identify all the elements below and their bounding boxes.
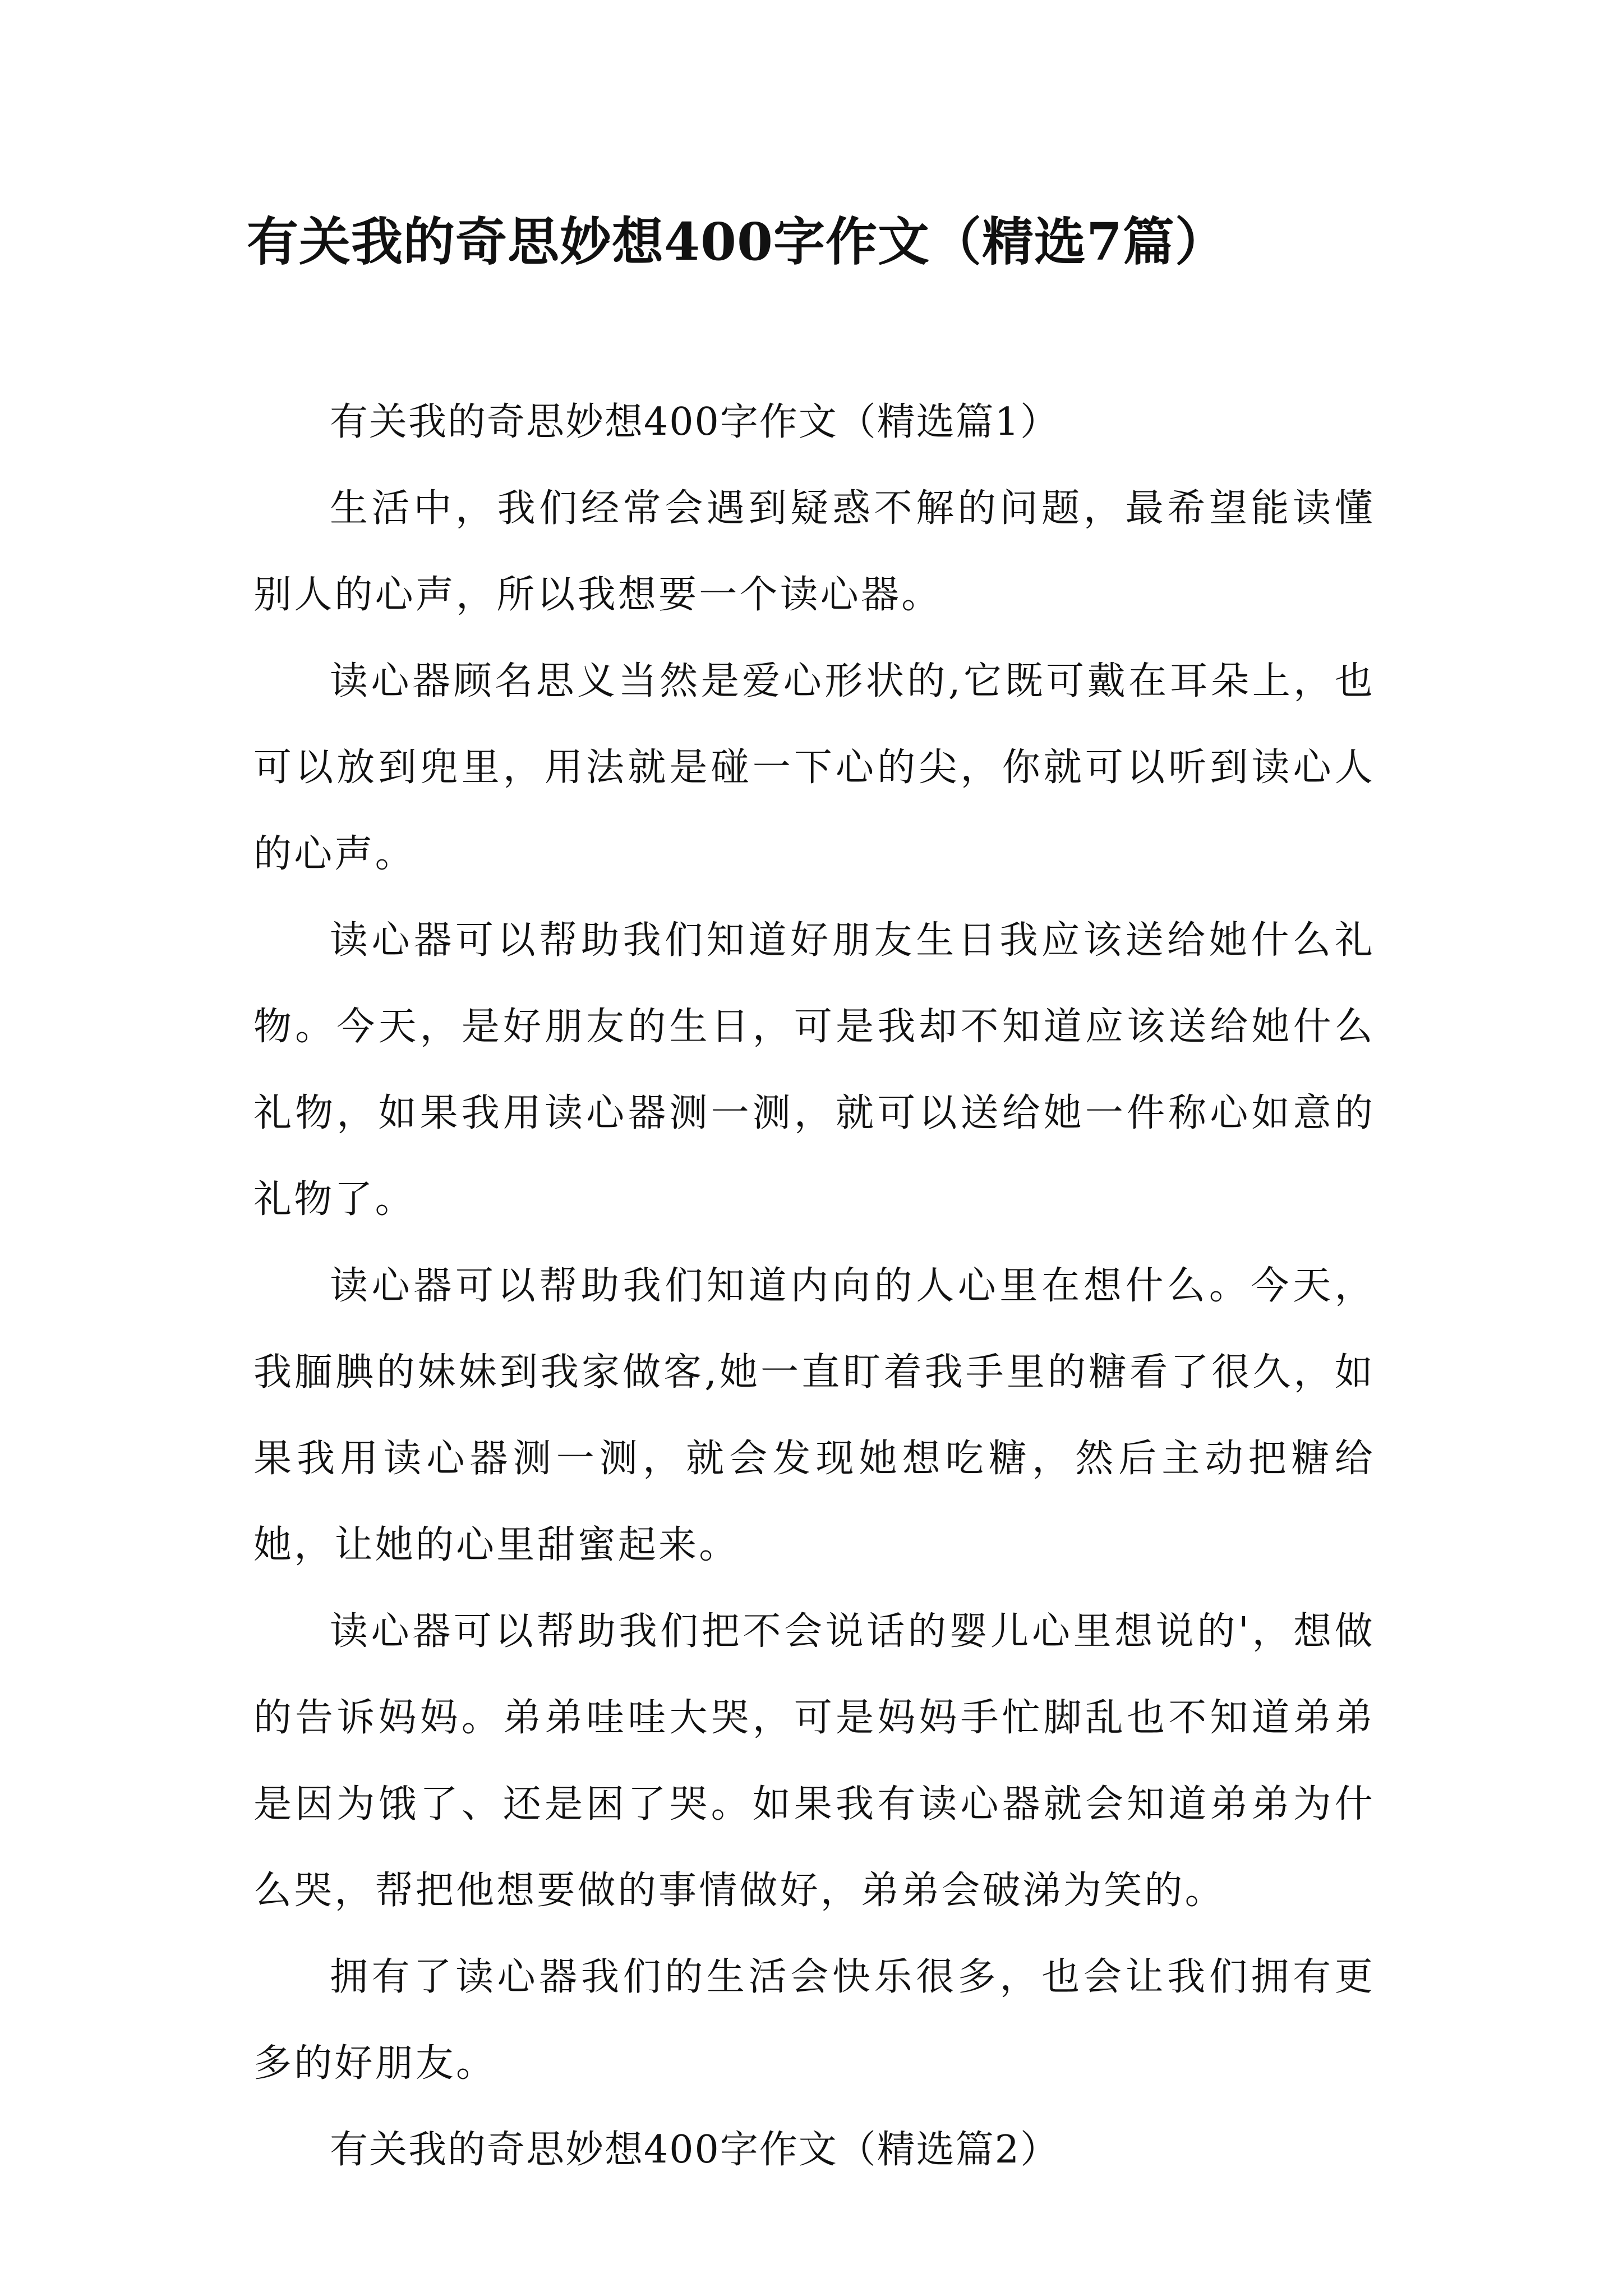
paragraph: 拥有了读心器我们的生活会快乐很多，也会让我们拥有更多的好朋友。 — [253, 1955, 1375, 2086]
paragraph: 读心器顾名思义当然是爱心形状的,它既可戴在耳朵上，也可以放到兜里，用法就是碰一下心的尖，你就可以听到读心人的心声。 — [253, 659, 1375, 876]
document-title: 有关我的奇思妙想400字作文（精选7篇） — [247, 211, 1228, 272]
section-heading-2: 有关我的奇思妙想400字作文（精选篇2） — [330, 2128, 1060, 2172]
paragraph: 读心器可以帮助我们把不会说话的婴儿心里想说的'，想做的告诉妈妈。弟弟哇哇大哭，可是妈妈手忙脚乱也不知道弟弟是因为饿了、还是困了哭。如果我有读心器就会知道弟弟为什么哭，帮把他想要做的事情做好，弟弟会破涕为笑的。 — [253, 1609, 1375, 1913]
section-heading-1: 有关我的奇思妙想400字作文（精选篇1） — [330, 400, 1060, 444]
paragraph: 生活中，我们经常会遇到疑惑不解的问题，最希望能读懂别人的心声，所以我想要一个读心器。 — [253, 486, 1375, 617]
paragraph: 读心器可以帮助我们知道好朋友生日我应该送给她什么礼物。今天，是好朋友的生日，可是我却不知道应该送给她什么礼物，如果我用读心器测一测，就可以送给她一件称心如意的礼物了。 — [253, 918, 1375, 1222]
document-body — [253, 379, 1375, 2193]
paragraph: 读心器可以帮助我们知道内向的人心里在想什么。今天，我腼腆的妹妹到我家做客,她一直盯着我手里的糖看了很久，如果我用读心器测一测，就会发现她想吃糖，然后主动把糖给她，让她的心里甜蜜起来。 — [253, 1264, 1375, 1567]
